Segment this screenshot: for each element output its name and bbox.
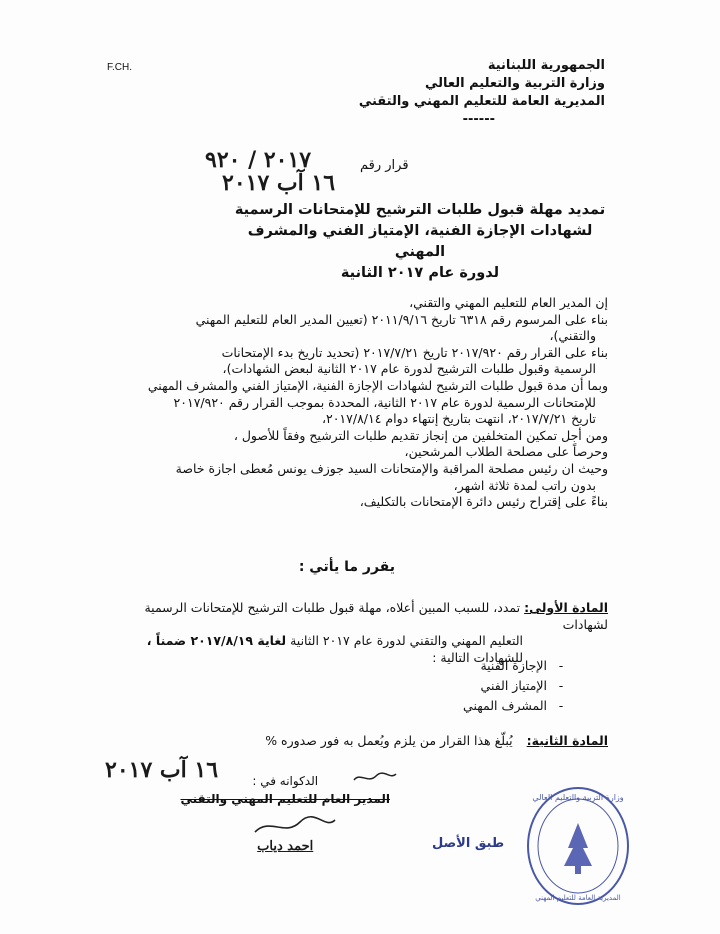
title-line-3: لدورة عام ٢٠١٧ الثانية (340, 265, 500, 281)
preamble-line: الرسمية وقبول طلبات الترشيح لدورة عام ٢٠١٧ الثانية لبعض الشهادات)، (222, 361, 596, 377)
letterhead-directorate: المديرية العامة للتعليم المهني والتقني (358, 94, 605, 109)
preamble-line: وحرصاً على مصلحة الطلاب المرشحين، (404, 444, 608, 460)
preamble-line: بدون راتب لمدة ثلاثة اشهر، (453, 477, 596, 493)
preamble-line: للإمتحانات الرسمية لدورة عام ٢٠١٧ الثانية، المحددة بموجب القرار رقم ٢٠١٧/٩٢٠ (173, 394, 596, 410)
handwritten-initial (350, 768, 400, 788)
preamble-line: بناء على المرسوم رقم ٦٣١٨ تاريخ ٢٠١١/٩/١٦ (تعيين المدير العام للتعليم المهني (195, 311, 608, 327)
preamble-line: بناء على القرار رقم ٢٠١٧/٩٢٠ تاريخ ٢٠١٧/٧/٢١ (تحديد تاريخ بدء الإمتحانات (221, 344, 608, 360)
letterhead (275, 57, 605, 129)
preamble (108, 295, 608, 511)
signature-name: احمد دياب (257, 839, 314, 854)
signature-title: المدير العام للتعليم المهني والتقني (180, 792, 390, 806)
title-line-2: لشهادات الإجازة الفنية، الإمتياز الفني والمشرف المهني (247, 223, 593, 260)
letterhead-republic: الجمهورية اللبنانية (487, 58, 605, 73)
preamble-line: بناءً على إقتراح رئيس دائرة الإمتحانات بالتكليف، (359, 494, 608, 510)
article-1-text-3: للشهادات التالية : (432, 649, 523, 665)
preamble-line: وحيث ان رئيس مصلحة المراقبة والإمتحانات السيد جوزف يونس مُعطى اجازة خاصة (175, 460, 608, 476)
svg-text:المديرية العامة للتعليم المهني: المديرية العامة للتعليم المهني (535, 894, 621, 902)
decision-date: ١٦ آب ٢٠١٧ (222, 170, 336, 196)
list-item: -الإمتياز الفني (480, 678, 564, 693)
article-2-label: المادة الثانية: (526, 733, 608, 748)
article-1-label: المادة الأولى: (524, 600, 608, 615)
list-item: -المشرف المهني (463, 698, 564, 713)
letterhead-ministry: وزارة التربية والتعليم العالي (424, 76, 605, 91)
decides-heading: يقرر ما يأتي : (298, 559, 395, 575)
ministry-seal-icon (520, 778, 630, 908)
preamble-line: إن المدير العام للتعليم المهني والتقني، (409, 295, 608, 310)
article-2 (98, 733, 608, 749)
letterhead-separator: ------ (462, 112, 495, 127)
preamble-line: والتقني)، (549, 328, 596, 344)
article-1-text-2: التعليم المهني والتقني لدورة عام ٢٠١٧ الثانية (286, 633, 523, 649)
svg-text:وزارة التربية والتعليم العالي: وزارة التربية والتعليم العالي (532, 793, 624, 802)
article-2-text: يُبلّغ هذا القرار من يلزم ويُعمل به فور صدوره % (265, 733, 513, 748)
signature-place: الدكوانه في : (252, 774, 319, 788)
reference-code: F.CH. (107, 62, 132, 73)
preamble-line: ومن أجل تمكين المتخلفين من إنجاز تقديم طلبات الترشيح وفقاً للأصول ، (233, 427, 608, 443)
list-item: -الإجازة الفنية (480, 658, 564, 673)
handwritten-signature (250, 812, 340, 842)
signature-date: ١٦ آب ٢٠١٧ (105, 757, 219, 783)
preamble-line: وبما أن مدة قبول طلبات الترشيح لشهادات الإجازة الفنية، الإمتياز الفني والمشرف المهني (147, 377, 608, 393)
article-1-text-1: تمدد، للسبب المبين أعلاه، مهلة قبول طلبات الترشيح للإمتحانات الرسمية لشهادات (144, 600, 608, 632)
title-line-1: تمديد مهلة قبول طلبات الترشيح للإمتحانات الرسمية (234, 202, 606, 218)
certificate-list (463, 656, 575, 716)
preamble-line: تاريخ ٢٠١٧/٧/٢١، انتهت بتاريخ إنتهاء دوام ٢٠١٧/٨/١٤، (321, 411, 596, 427)
article-1-deadline: لغاية ٢٠١٧/٨/١٩ ضمناً ، (146, 633, 287, 649)
decision-label: قرار رقم (360, 158, 409, 173)
document-title (230, 200, 610, 284)
certified-copy-stamp: طبق الأصل (432, 836, 505, 851)
decision-number: ٢٠١٧ / ٩٢٠ (205, 147, 312, 173)
